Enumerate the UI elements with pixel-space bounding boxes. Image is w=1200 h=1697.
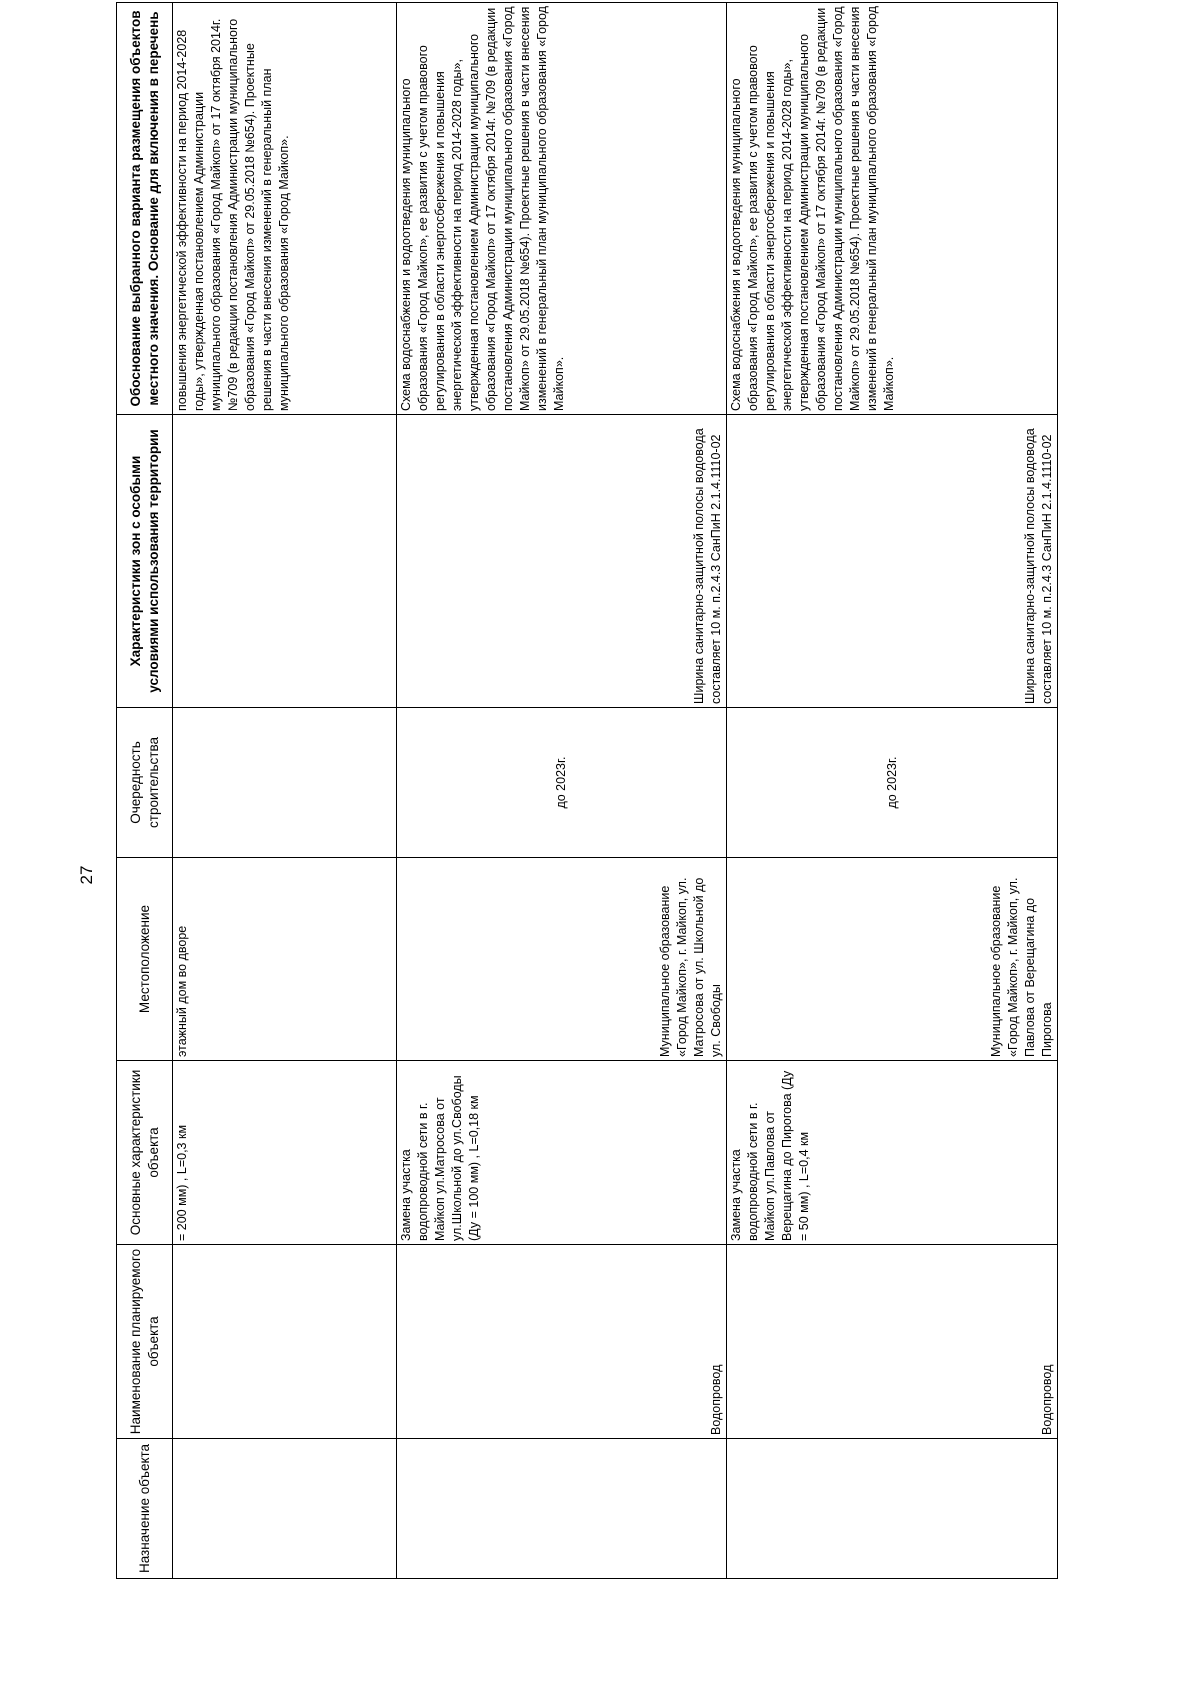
header-location: Местоположение <box>117 858 173 1061</box>
cell-characteristics: Замена участка водопроводной сети в г. Майкоп ул.Матросова от ул.Школьной до ул.Свободы (Ду = 100 мм) , L=0,18 км <box>396 1061 727 1245</box>
header-characteristics: Основные характеристики объекта <box>117 1061 173 1245</box>
cell-zones <box>173 415 397 708</box>
header-name: Наименование планируемого объекта <box>117 1245 173 1439</box>
table-row <box>727 3 1058 1579</box>
cell-stage <box>173 708 397 858</box>
header-stage: Очередность строительства <box>117 708 173 858</box>
cell-name: Водопровод <box>727 1245 1058 1439</box>
cell-justification: Схема водоснабжения и водоотведения муниципального образования «Город Майкоп», ее развития с учетом правового регулирования в области энергосбережения и повышения энергетической эффективности на период 2014-2028 годы», утвержденная постановлением Администрации муниципального образования «Город Майкоп» от 17 октября 2014г. №709 (в редакции постановления Администрации муниципального образования «Город Майкоп» от 29.05.2018 №654). Проектные решения в части внесения изменений в генеральный план муниципального образования «Город Майкоп». <box>727 3 1058 415</box>
rotated-table-container <box>116 3 1058 1579</box>
header-zones: Характеристики зон с особыми условиями использования территории <box>117 415 173 708</box>
cell-justification: повышения энергетической эффективности на период 2014-2028 годы», утвержденная постановлением Администрации муниципального образования «Город Майкоп» от 17 октября 2014г. №709 (в редакции постановления Администрации муниципального образования «Город Майкоп» от 29.05.2018 №654). Проектные решения в части внесения изменений в генеральный план муниципального образования «Город Майкоп». <box>173 3 397 415</box>
cell-purpose <box>173 1439 397 1579</box>
cell-location: Муниципальное образование «Город Майкоп», г. Майкоп, ул. Матросова от ул. Школьной до ул. Свободы <box>396 858 727 1061</box>
cell-zones: Ширина санитарно-защитной полосы водовода составляет 10 м. п.2.4.3 СанПиН 2.1.4.1110-02 <box>396 415 727 708</box>
cell-justification: Схема водоснабжения и водоотведения муниципального образования «Город Майкоп», ее развития с учетом правового регулирования в области энергосбережения и повышения энергетической эффективности на период 2014-2028 годы», утвержденная постановлением Администрации муниципального образования «Город Майкоп» от 17 октября 2014г. №709 (в редакции постановления Администрации муниципального образования «Город Майкоп» от 29.05.2018 №654). Проектные решения в части внесения изменений в генеральный план муниципального образования «Город Майкоп». <box>396 3 727 415</box>
cell-purpose <box>396 1439 727 1579</box>
cell-characteristics: = 200 мм) , L=0,3 км <box>173 1061 397 1245</box>
cell-location: Муниципальное образование «Город Майкоп», г. Майкоп, ул. Павлова от Верещагина до Пирогова <box>727 858 1058 1061</box>
cell-zones: Ширина санитарно-защитной полосы водовода составляет 10 м. п.2.4.3 СанПиН 2.1.4.1110-02 <box>727 415 1058 708</box>
cell-characteristics: Замена участка водопроводной сети в г. Майкоп ул.Павлова от Верещагина до Пирогова (Ду = 50 мм) , L=0,4 км <box>727 1061 1058 1245</box>
cell-name: Водопровод <box>396 1245 727 1439</box>
cell-location: этажный дом во дворе <box>173 858 397 1061</box>
table-row <box>396 3 727 1579</box>
header-justification: Обоснование выбранного варианта размещения объектов местного значения. Основание для включения в перечень <box>117 3 173 415</box>
cell-purpose <box>727 1439 1058 1579</box>
header-purpose: Назначение объекта <box>117 1439 173 1579</box>
table-row <box>173 3 397 1579</box>
table-header-row <box>117 3 173 1579</box>
objects-table <box>116 2 1058 1579</box>
cell-stage: до 2023г. <box>727 708 1058 858</box>
cell-name <box>173 1245 397 1439</box>
page-number: 27 <box>77 865 96 885</box>
cell-stage: до 2023г. <box>396 708 727 858</box>
